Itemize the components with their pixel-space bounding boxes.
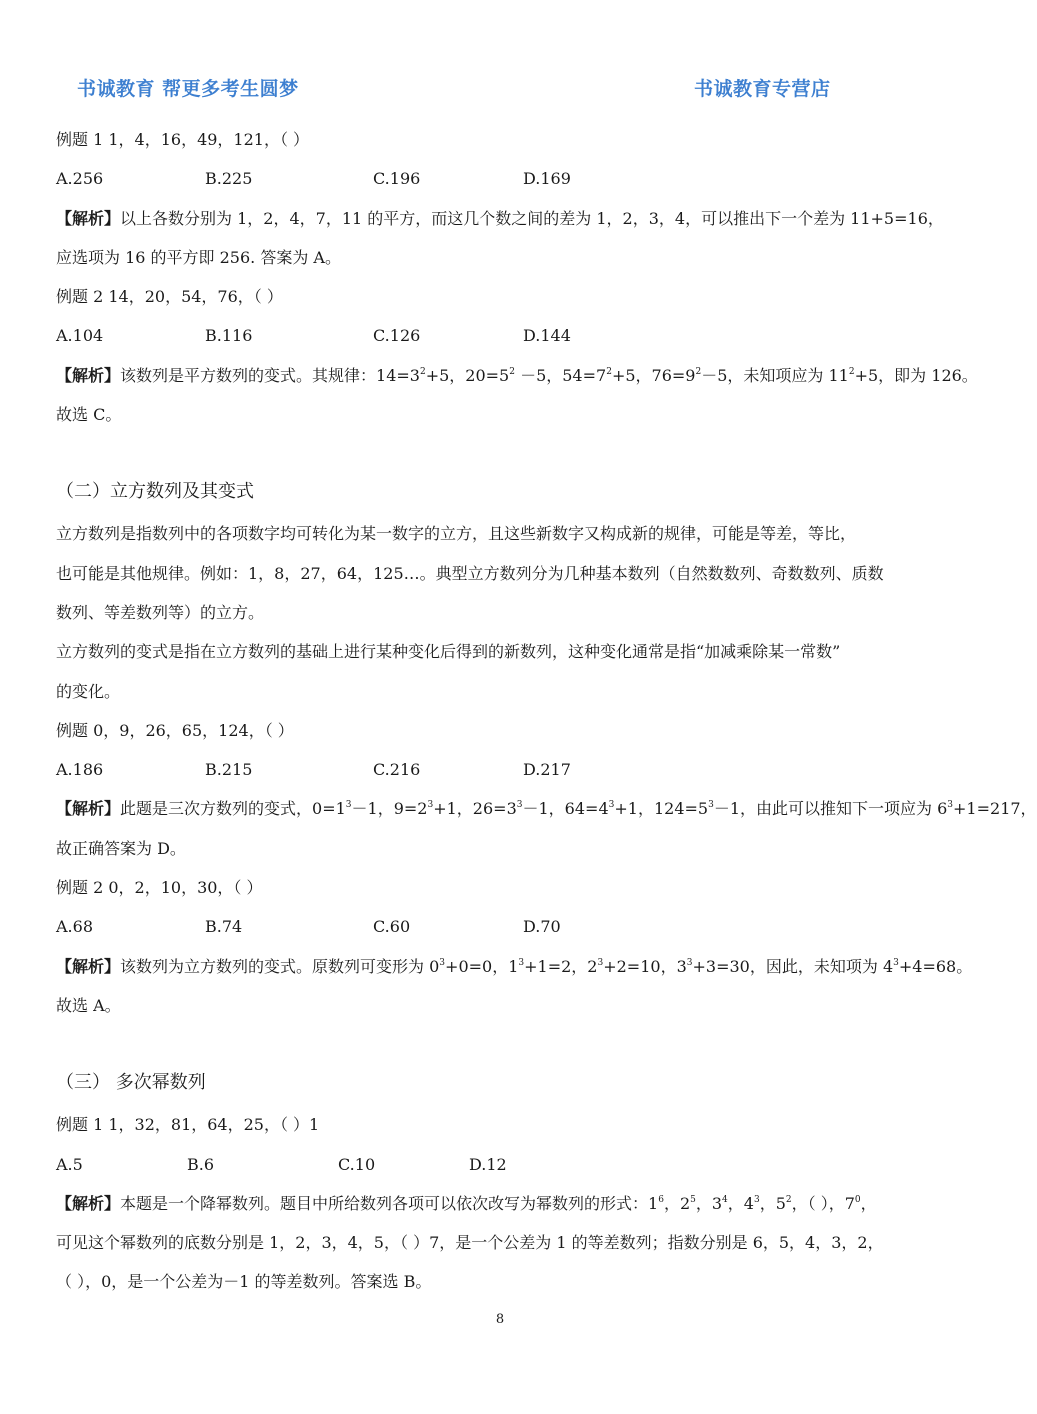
option-c: C.196	[373, 169, 421, 189]
header-slogan: 书诚教育 帮更多考生圆梦	[77, 78, 299, 100]
power-analysis-1-cont2: （ ），0，是一个公差为－1 的等差数列。答案选 B。	[56, 1272, 432, 1292]
option-d: D.144	[523, 326, 571, 346]
option-b: B.6	[187, 1154, 215, 1174]
cube-analysis-2: 【解析】该数列为立方数列的变式。原数列可变形为 $0^3+0=0$，$1^3+1=2$，$2^3+2=10$，$3^3+3=30$，因此，未知项为 $4^3+4=68$。	[56, 956, 973, 976]
power-analysis-1: 【解析】本题是一个降幂数列。题目中所给数列各项可以依次改写为幂数列的形式：$1^6$，$2^5$，$3^4$，$4^3$，$5^2$，（ ），$7^0$，	[56, 1193, 877, 1213]
question-2: 例题 2 14，20，54，76，（ ）	[56, 287, 283, 307]
option-d: D.70	[523, 917, 561, 937]
analysis-label: 【解析】	[56, 208, 121, 228]
analysis-2: 【解析】该数列是平方数列的变式。其规律：$14=3^2+5$，$20=5^2 -5$，$54=7^2+5$，$76=9^2-5$，未知项应为 $11^2+5$，即为 126。	[56, 365, 978, 385]
question-2-options	[56, 322, 956, 361]
power-analysis-1-cont: 可见这个幂数列的底数分别是 1，2，3，4，5，（ ）7，是一个公差为 1 的等差数列；指数分别是 6，5，4，3，2，	[56, 1233, 884, 1253]
cube-question-1-options	[56, 756, 956, 795]
option-a: A.68	[56, 917, 93, 937]
option-d: D.169	[523, 169, 571, 189]
analysis-label: 【解析】	[56, 1193, 121, 1213]
section-title-cube: （二）立方数列及其变式	[56, 481, 254, 503]
question-1-options	[56, 165, 956, 204]
option-a: A.186	[56, 760, 104, 780]
power-question-1: 例题 1 1，32，81，64，25，（ ）1	[56, 1115, 320, 1135]
option-c: C.10	[338, 1154, 376, 1174]
analysis-2-cont: 故选 C。	[56, 405, 122, 425]
header-store-name: 书诚教育专营店	[694, 78, 831, 100]
question-1: 例题 1 1，4，16，49，121，（ ）	[56, 130, 310, 149]
analysis-text: 该数列是平方数列的变式。其规律：14=3	[120, 365, 420, 385]
option-b: B.225	[205, 169, 253, 189]
cube-desc-2: 也可能是其他规律。例如：1，8，27，64，125…。典型立方数列分为几种基本数列（自然数数列、奇数数列、质数	[56, 563, 884, 583]
cube-desc-1: 立方数列是指数列中的各项数字均可转化为某一数字的立方，且这些新数字又构成新的规律，可能是等差，等比，	[56, 524, 857, 544]
document-body	[56, 126, 1037, 1308]
option-d: D.217	[523, 760, 571, 780]
cube-desc-4: 立方数列的变式是指在立方数列的基础上进行某种变化后得到的新数列，这种变化通常是指“加减乘除某一常数”	[56, 642, 841, 662]
page-number: 8	[495, 1312, 505, 1327]
option-a: A.5	[56, 1154, 83, 1174]
cube-desc-3: 数列、等差数列等）的立方。	[56, 602, 265, 622]
analysis-text: 以上各数分别为 1，2，4，7，11 的平方，而这几个数之间的差为 1，2，3，4，可以推出下一个差为 11+5=16，	[120, 208, 944, 228]
option-c: C.126	[373, 326, 421, 346]
analysis-label: 【解析】	[56, 956, 121, 976]
cube-question-1: 例题 0，9，26，65，124，（ ）	[56, 720, 294, 740]
option-b: B.74	[205, 917, 243, 937]
option-a: A.256	[56, 169, 104, 189]
cube-question-2-options	[56, 913, 956, 952]
cube-question-2: 例题 2 0，2，10，30，（ ）	[56, 878, 263, 898]
option-b: B.215	[205, 760, 253, 780]
cube-desc-5: 的变化。	[56, 681, 121, 701]
analysis-1	[56, 205, 956, 244]
cube-analysis-1-cont: 故正确答案为 D。	[56, 838, 186, 858]
option-c: C.60	[373, 917, 411, 937]
analysis-label: 【解析】	[56, 799, 121, 819]
analysis-1-cont: 应选项为 16 的平方即 256. 答案为 A。	[56, 247, 341, 267]
option-d: D.12	[469, 1154, 507, 1174]
option-b: B.116	[205, 326, 253, 346]
section-title-power: （三） 多次幂数列	[56, 1072, 206, 1094]
cube-analysis-2-cont: 故选 A。	[56, 995, 121, 1015]
option-c: C.216	[373, 760, 421, 780]
power-question-1-options	[56, 1151, 956, 1190]
analysis-label: 【解析】	[56, 365, 121, 385]
cube-analysis-1: 【解析】此题是三次方数列的变式，$0=1^3-1$，$9=2^3+1$，$26=3^3-1$，$64=4^3+1$，$124=5^3-1$，由此可以推知下一项应为 $6^3+1=217$，	[56, 799, 1037, 819]
option-a: A.104	[56, 326, 104, 346]
